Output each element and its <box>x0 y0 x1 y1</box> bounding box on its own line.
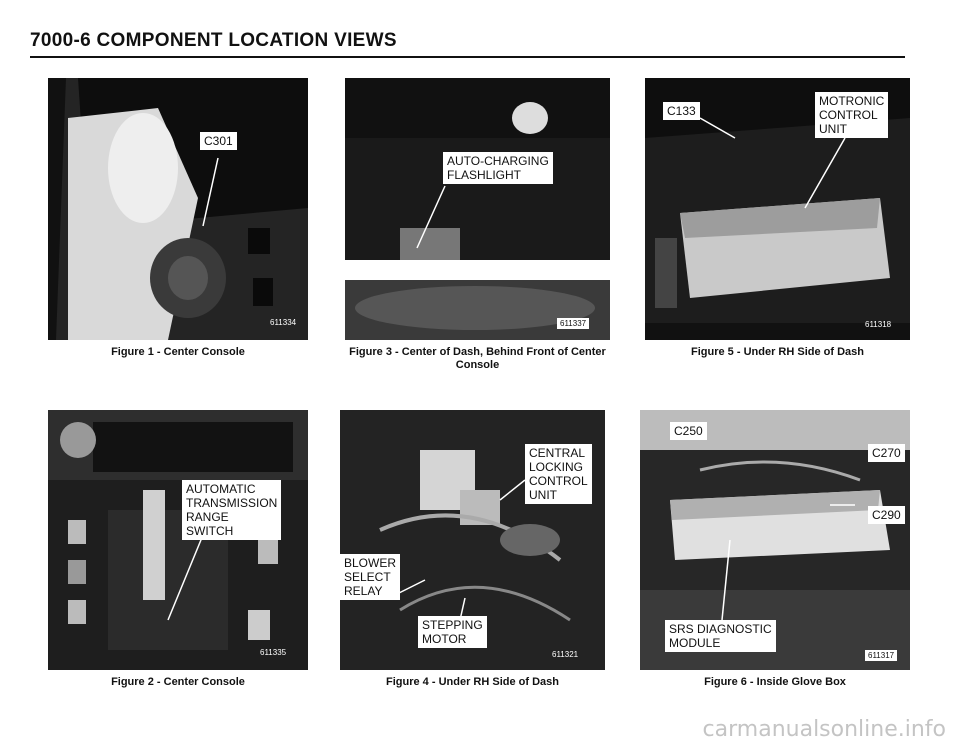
figure-4-caption: Figure 4 - Under RH Side of Dash <box>386 676 559 688</box>
c270-label: C270 <box>868 444 905 462</box>
figure-3-photo <box>345 78 610 340</box>
figure-6-photo <box>640 410 910 670</box>
c290-label: C290 <box>868 506 905 524</box>
figure-4-photo-number: 611321 <box>552 650 579 659</box>
c133-label: C133 <box>663 102 700 120</box>
title-divider <box>30 56 905 58</box>
page-title: 7000-6 COMPONENT LOCATION VIEWS <box>30 30 397 51</box>
blower-select-relay-label: BLOWER SELECT RELAY <box>340 554 400 600</box>
watermark-text: carmanualsonline.info <box>702 717 946 742</box>
figure-1-photo <box>48 78 308 340</box>
auto-charging-flashlight-label: AUTO-CHARGING FLASHLIGHT <box>443 152 553 184</box>
figure-2-illustration <box>48 410 308 670</box>
figure-5-caption: Figure 5 - Under RH Side of Dash <box>691 346 864 358</box>
figure-1-illustration <box>48 78 308 340</box>
figure-5-photo-number: 611318 <box>865 320 892 329</box>
c250-label: C250 <box>670 422 707 440</box>
figure-2-photo <box>48 410 308 670</box>
figure-1-caption: Figure 1 - Center Console <box>111 346 245 358</box>
figure-6-caption: Figure 6 - Inside Glove Box <box>704 676 846 688</box>
central-locking-control-unit-label: CENTRAL LOCKING CONTROL UNIT <box>525 444 592 504</box>
stepping-motor-label: STEPPING MOTOR <box>418 616 487 648</box>
automatic-transmission-range-switch-label: AUTOMATIC TRANSMISSION RANGE SWITCH <box>182 480 281 540</box>
figure-2-photo-number: 611335 <box>260 648 287 657</box>
c301-label: C301 <box>200 132 237 150</box>
figure-3-illustration <box>345 78 610 340</box>
motronic-control-unit-label: MOTRONIC CONTROL UNIT <box>815 92 888 138</box>
figure-3-caption: Figure 3 - Center of Dash, Behind Front of Center Console <box>349 346 606 371</box>
figure-6-photo-number: 611317 <box>865 650 897 661</box>
figure-2-caption: Figure 2 - Center Console <box>111 676 245 688</box>
figure-3-photo-number: 611337 <box>557 318 589 329</box>
srs-diagnostic-module-label: SRS DIAGNOSTIC MODULE <box>665 620 776 652</box>
figure-4-photo <box>340 410 605 670</box>
figure-5-photo <box>645 78 910 340</box>
figure-1-photo-number: 611334 <box>270 318 297 327</box>
